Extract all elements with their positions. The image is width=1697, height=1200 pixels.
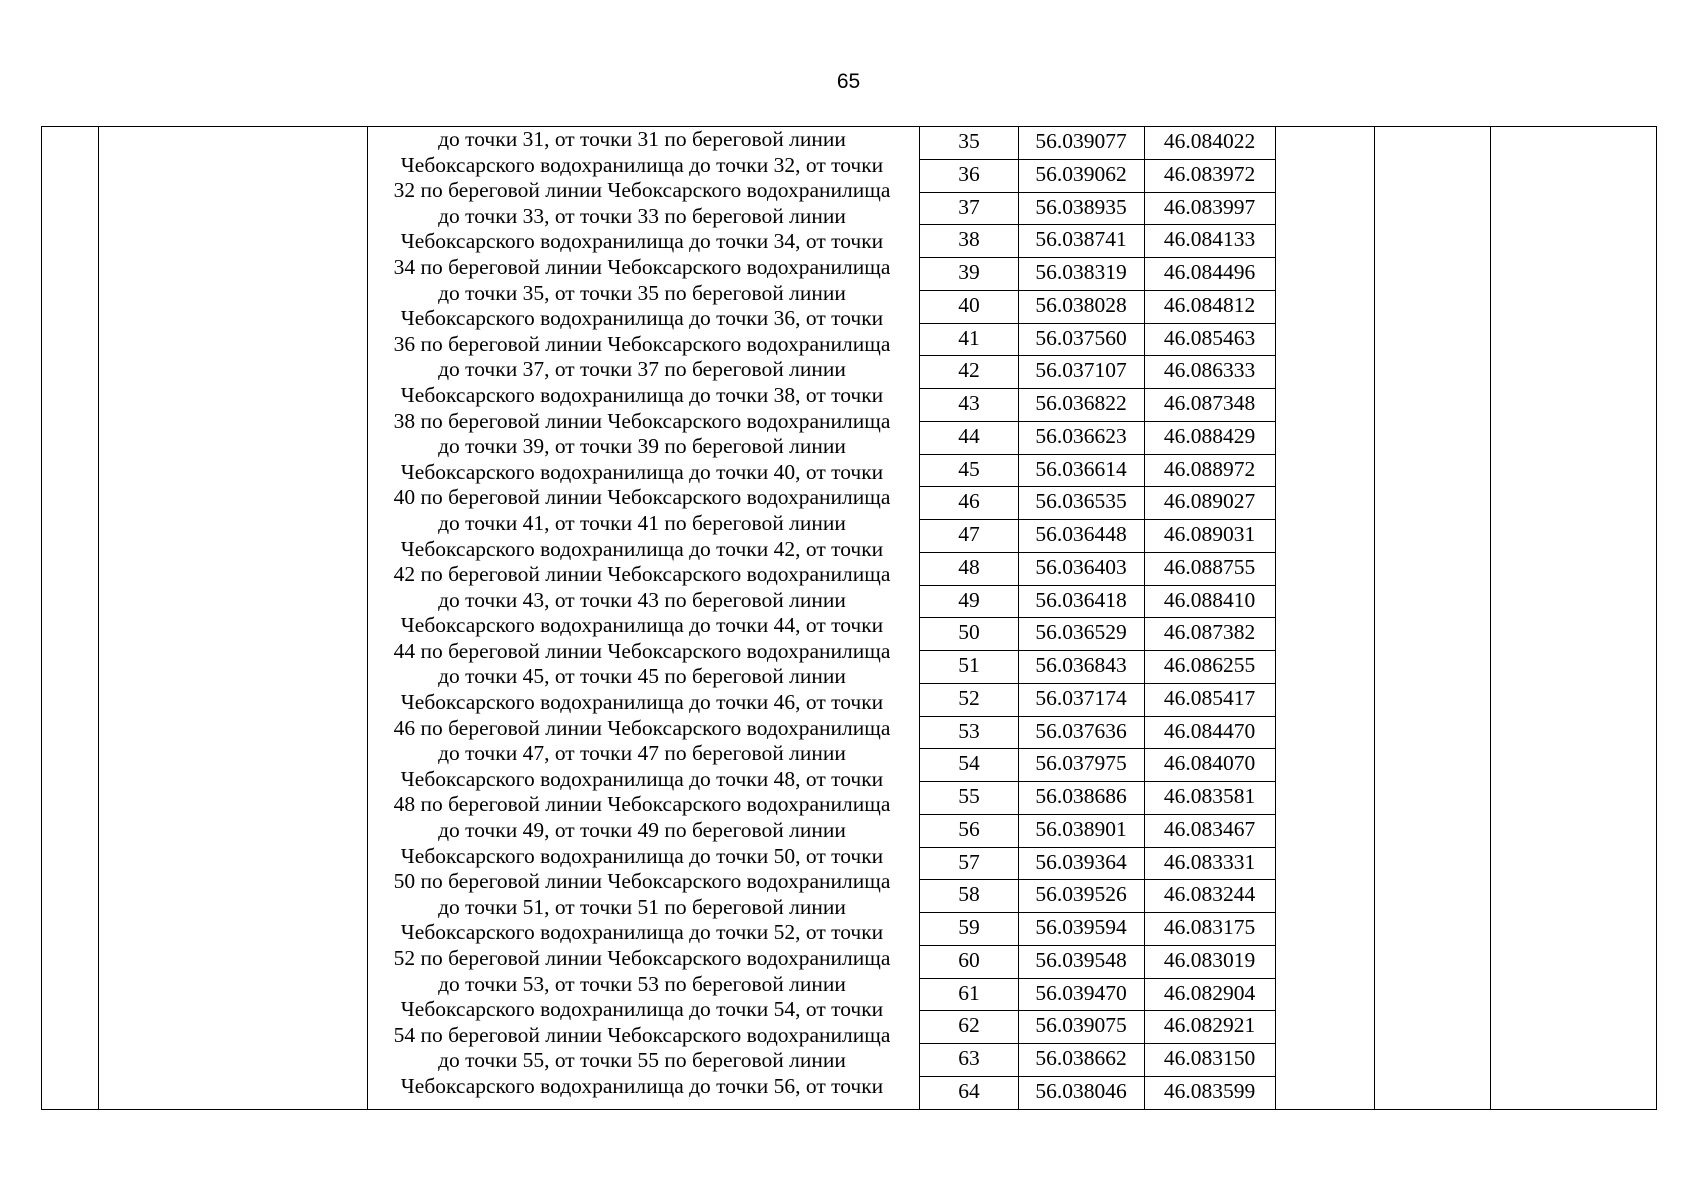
page-number: 65	[836, 70, 861, 93]
latitude-cell: 56.039062	[1035, 161, 1127, 186]
description-line: до точки 53, от точки 53 по береговой линии	[438, 971, 846, 996]
coordinate-row	[920, 684, 1276, 717]
coordinate-row	[920, 324, 1276, 357]
coordinate-row	[920, 618, 1276, 651]
latitude-cell: 56.039470	[1035, 980, 1127, 1005]
longitude-cell: 46.084133	[1163, 227, 1256, 252]
point-number: 47	[958, 522, 980, 546]
longitude-cell: 46.083599	[1163, 1078, 1256, 1103]
point-number: 43	[958, 391, 980, 415]
point-number: 40	[958, 292, 980, 317]
point-number: 44	[958, 423, 980, 448]
coordinate-row	[920, 291, 1276, 324]
longitude-cell: 46.083175	[1163, 915, 1256, 939]
longitude-cell: 46.084496	[1163, 260, 1256, 284]
coordinate-row	[920, 160, 1276, 193]
latitude-cell: 56.037107	[1035, 358, 1127, 383]
point-number: 42	[958, 358, 980, 383]
boundary-description	[367, 127, 917, 1100]
point-number: 52	[958, 685, 980, 710]
latitude-cell: 56.039526	[1035, 882, 1127, 907]
longitude-cell: 46.085417	[1163, 685, 1256, 710]
longitude-cell: 46.089027	[1163, 489, 1256, 514]
coordinate-row	[920, 913, 1276, 946]
column-divider	[98, 127, 99, 1109]
longitude-cell: 46.083331	[1163, 849, 1256, 874]
longitude-cell: 46.088410	[1163, 587, 1256, 612]
coordinate-row	[920, 225, 1276, 258]
longitude-cell: 46.084812	[1163, 292, 1256, 317]
point-number: 61	[958, 980, 980, 1005]
latitude-cell: 56.036843	[1035, 653, 1127, 677]
latitude-cell: 56.039548	[1035, 947, 1127, 972]
point-number: 54	[958, 751, 980, 776]
point-number: 58	[958, 882, 980, 907]
longitude-cell: 46.087382	[1163, 620, 1256, 645]
latitude-cell: 56.036623	[1035, 423, 1127, 448]
boundary-table	[41, 126, 1657, 1110]
coordinate-row	[920, 717, 1276, 750]
point-number: 39	[958, 260, 980, 284]
point-number: 45	[958, 456, 980, 481]
description-line: 36 по береговой линии Чебоксарского водохранилища	[393, 331, 891, 356]
coordinate-row	[920, 586, 1276, 619]
description-line: до точки 35, от точки 35 по береговой линии	[438, 280, 846, 305]
longitude-cell: 46.089031	[1163, 522, 1256, 546]
coordinate-row	[920, 389, 1276, 422]
latitude-cell: 56.039077	[1035, 129, 1127, 153]
latitude-cell: 56.039075	[1035, 1013, 1127, 1038]
point-number: 53	[958, 718, 980, 743]
coordinate-row	[920, 553, 1276, 586]
longitude-cell: 46.084022	[1163, 129, 1256, 153]
description-line: 54 по береговой линии Чебоксарского водохранилища	[393, 1022, 891, 1047]
coordinate-row	[920, 848, 1276, 881]
coordinate-row	[920, 1011, 1276, 1044]
longitude-cell: 46.084470	[1163, 718, 1256, 743]
description-line: до точки 31, от точки 31 по береговой линии	[438, 127, 846, 151]
point-number: 49	[958, 587, 980, 612]
coordinates-grid	[920, 127, 1276, 1110]
longitude-cell: 46.088972	[1163, 456, 1256, 481]
point-number: 38	[958, 227, 980, 252]
description-line: Чебоксарского водохранилища до точки 40, от точки	[400, 459, 884, 484]
latitude-cell: 56.038935	[1035, 194, 1127, 219]
longitude-cell: 46.083467	[1163, 816, 1256, 841]
description-line: 48 по береговой линии Чебоксарского водохранилища	[393, 792, 891, 817]
longitude-cell: 46.088429	[1163, 423, 1256, 448]
coordinate-row	[920, 487, 1276, 520]
description-line: до точки 55, от точки 55 по береговой линии	[438, 1048, 846, 1073]
description-line: до точки 49, от точки 49 по береговой линии	[438, 818, 846, 843]
latitude-cell: 56.038741	[1035, 227, 1127, 252]
longitude-cell: 46.083019	[1163, 947, 1256, 972]
description-line: 34 по береговой линии Чебоксарского водохранилища	[393, 254, 891, 279]
description-line: до точки 33, от точки 33 по береговой линии	[438, 203, 846, 228]
description-line: до точки 43, от точки 43 по береговой линии	[438, 587, 846, 612]
coordinate-row	[920, 782, 1276, 815]
point-number: 56	[958, 816, 980, 841]
description-line: до точки 51, от точки 51 по береговой линии	[438, 894, 846, 919]
latitude-cell: 56.036418	[1035, 587, 1127, 612]
longitude-cell: 46.084070	[1163, 751, 1256, 776]
description-line: Чебоксарского водохранилища до точки 38, от точки	[400, 382, 884, 407]
coordinate-row	[920, 520, 1276, 553]
latitude-cell: 56.038046	[1035, 1078, 1127, 1103]
longitude-cell: 46.087348	[1163, 391, 1256, 415]
latitude-cell: 56.037975	[1035, 751, 1127, 776]
coordinate-row	[920, 749, 1276, 782]
coordinate-row	[920, 946, 1276, 979]
description-line: Чебоксарского водохранилища до точки 54, от точки	[400, 997, 884, 1022]
description-line: 40 по береговой линии Чебоксарского водохранилища	[393, 485, 891, 510]
latitude-cell: 56.037636	[1035, 718, 1127, 743]
latitude-cell: 56.036448	[1035, 522, 1127, 546]
longitude-cell: 46.083150	[1163, 1046, 1256, 1070]
latitude-cell: 56.037560	[1035, 325, 1127, 350]
description-line: до точки 37, от точки 37 по береговой линии	[438, 357, 846, 382]
description-line: Чебоксарского водохранилища до точки 46, от точки	[400, 690, 884, 715]
point-number: 63	[958, 1046, 980, 1070]
longitude-cell: 46.082904	[1163, 980, 1256, 1005]
description-line: Чебоксарского водохранилища до точки 48, от точки	[400, 766, 884, 791]
coordinate-row	[920, 258, 1276, 291]
coordinate-row	[920, 422, 1276, 455]
point-number: 36	[958, 161, 980, 186]
latitude-cell: 56.038901	[1035, 816, 1127, 841]
longitude-cell: 46.083997	[1163, 194, 1256, 219]
coordinate-row	[920, 356, 1276, 389]
description-line: до точки 39, от точки 39 по береговой линии	[438, 434, 846, 459]
point-number: 46	[958, 489, 980, 514]
description-line: 38 по береговой линии Чебоксарского водохранилища	[393, 408, 891, 433]
latitude-cell: 56.036403	[1035, 554, 1127, 579]
latitude-cell: 56.037174	[1035, 685, 1127, 710]
latitude-cell: 56.036614	[1035, 456, 1127, 481]
latitude-cell: 56.038662	[1035, 1046, 1127, 1070]
description-line: Чебоксарского водохранилища до точки 42, от точки	[400, 536, 884, 561]
description-line: 46 по береговой линии Чебоксарского водохранилища	[393, 715, 891, 740]
column-divider	[1374, 127, 1375, 1109]
latitude-cell: 56.036535	[1035, 489, 1127, 514]
description-line: 32 по береговой линии Чебоксарского водохранилища	[393, 178, 891, 203]
point-number: 62	[958, 1013, 980, 1038]
point-number: 64	[958, 1078, 980, 1103]
longitude-cell: 46.083581	[1163, 784, 1256, 808]
longitude-cell: 46.086255	[1163, 653, 1256, 677]
description-line: Чебоксарского водохранилища до точки 50, от точки	[400, 843, 884, 868]
coordinate-row	[920, 1044, 1276, 1077]
coordinate-row	[920, 1077, 1276, 1110]
latitude-cell: 56.038319	[1035, 260, 1127, 284]
description-line: Чебоксарского водохранилища до точки 36, от точки	[400, 306, 884, 331]
latitude-cell: 56.039594	[1035, 915, 1127, 939]
point-number: 41	[958, 325, 980, 350]
point-number: 35	[958, 129, 980, 153]
coordinate-row	[920, 815, 1276, 848]
latitude-cell: 56.039364	[1035, 849, 1127, 874]
description-line: Чебоксарского водохранилища до точки 52, от точки	[400, 920, 884, 945]
point-number: 48	[958, 554, 980, 579]
coordinate-row	[920, 880, 1276, 913]
longitude-cell: 46.088755	[1163, 554, 1256, 579]
description-line: Чебоксарского водохранилища до точки 32, от точки	[400, 152, 884, 177]
description-line: 44 по береговой линии Чебоксарского водохранилища	[393, 638, 891, 663]
description-line: Чебоксарского водохранилища до точки 44, от точки	[400, 613, 884, 638]
coordinate-row	[920, 455, 1276, 488]
description-line: Чебоксарского водохранилища до точки 34, от точки	[400, 229, 884, 254]
description-line: до точки 45, от точки 45 по береговой линии	[438, 664, 846, 689]
point-number: 51	[958, 653, 980, 677]
longitude-cell: 46.083972	[1163, 161, 1256, 186]
point-number: 37	[958, 194, 980, 219]
latitude-cell: 56.036529	[1035, 620, 1127, 645]
column-divider	[1490, 127, 1491, 1109]
description-line: 42 по береговой линии Чебоксарского водохранилища	[393, 562, 891, 587]
latitude-cell: 56.036822	[1035, 391, 1127, 415]
point-number: 57	[958, 849, 980, 874]
point-number: 50	[958, 620, 980, 645]
description-line: до точки 41, от точки 41 по береговой линии	[438, 510, 846, 535]
latitude-cell: 56.038686	[1035, 784, 1127, 808]
description-line: до точки 47, от точки 47 по береговой линии	[438, 741, 846, 766]
latitude-cell: 56.038028	[1035, 292, 1127, 317]
coordinate-row	[920, 193, 1276, 226]
coordinate-row	[920, 651, 1276, 684]
longitude-cell: 46.082921	[1163, 1013, 1256, 1038]
description-line: 50 по береговой линии Чебоксарского водохранилища	[393, 869, 891, 894]
coordinate-row	[920, 979, 1276, 1012]
description-line: 52 по береговой линии Чебоксарского водохранилища	[393, 946, 891, 970]
coordinate-row	[920, 127, 1276, 160]
point-number: 55	[958, 784, 980, 808]
longitude-cell: 46.085463	[1163, 325, 1256, 350]
longitude-cell: 46.083244	[1163, 882, 1256, 907]
description-line: Чебоксарского водохранилища до точки 56, от точки	[400, 1073, 884, 1098]
longitude-cell: 46.086333	[1163, 358, 1256, 383]
point-number: 59	[958, 915, 980, 939]
point-number: 60	[958, 947, 980, 972]
